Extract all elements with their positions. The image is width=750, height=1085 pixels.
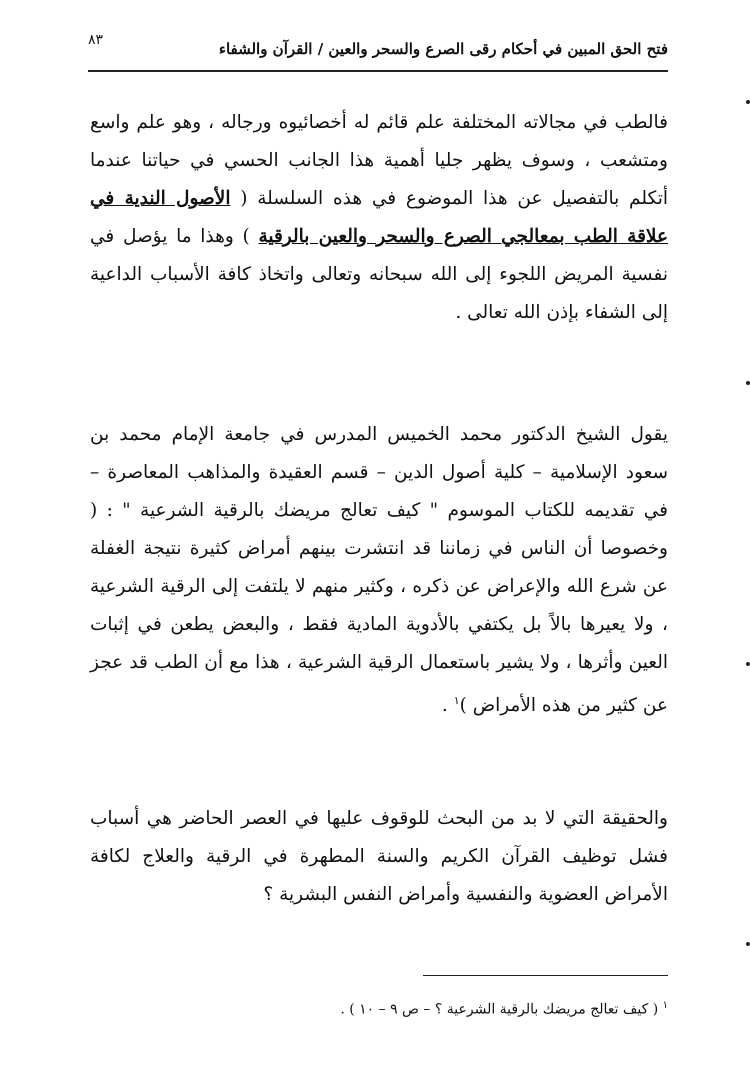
paragraph-2-end: . [441,695,454,717]
margin-dot [746,381,750,385]
page-number: ٨٣ [88,32,104,48]
footnote [340,1000,668,1018]
series-title: الأصول الندية في علاقة الطب بمعالجي الصرع والسحر والعين بالرقية [90,188,668,247]
margin-dot [746,100,750,104]
paragraph-3-text: والحقيقة التي لا بد من البحث للوقوف عليها في العصر الحاضر هي أسباب فشل توظيف القرآن الكريم والسنة المطهرة في الرقية والعلاج لكافة الأمراض العضوية والنفسية وأمراض النفس البشرية ؟ [90,808,668,905]
paragraph-1-lead: فالطب في مجالاته المختلفة علم قائم له أخصائيوه ورجاله ، وهو علم واسع ومتشعب ، وسوف يظهر جليا أهمية هذا الجانب الحسي في حياتنا عندما أتكلم بالتفصيل عن هذا الموضوع في هذه السلسلة ( [90,112,668,209]
running-header: فتح الحق المبين في أحكام رقى الصرع والسحر والعين / القرآن والشفاء [218,40,668,58]
paragraph-1 [90,104,668,332]
header-rule [88,70,668,72]
paragraph-2 [90,416,668,725]
margin-dot [746,942,750,946]
footnote-reference: ١ [453,694,460,707]
paragraph-3 [90,800,668,914]
paragraph-2-text: يقول الشيخ الدكتور محمد الخميس المدرس في جامعة الإمام محمد بن سعود الإسلامية – كلية أصول الدين – قسم العقيدة والمذاهب المعاصرة – في تقديمه للكتاب الموسوم " كيف تعالج مريضك بالرقية الشرعية " : ( وخصوصا أن الناس في زماننا قد انتشرت بينهم أمراض كثيرة نتيجة الغفلة عن شرع الله والإعراض عن ذكره ، وكثير منهم لا يلتفت إلى الرقية الشرعية ، ولا يعيرها بالاً بل يكتفي بالأدوية المادية فقط ، والبعض يطعن في إثبات العين وأثرها ، ولا يشير باستعمال الرقية الشرعية ، هذا مع أن الطب قد عجز عن كثير من هذه الأمراض ) [90,424,668,717]
footnote-rule [423,975,668,976]
footnote-marker: ١ [662,1000,668,1011]
paragraph-1-tail: ) وهذا ما يؤصل في نفسية المريض اللجوء إلى الله سبحانه وتعالى واتخاذ كافة الأسباب الداعية إلى الشفاء بإذن الله تعالى . [90,226,668,323]
footnote-text: ( كيف تعالج مريضك بالرقية الشرعية ؟ – ص ٩ – ١٠ ) . [340,1001,663,1018]
margin-dot [746,662,750,666]
